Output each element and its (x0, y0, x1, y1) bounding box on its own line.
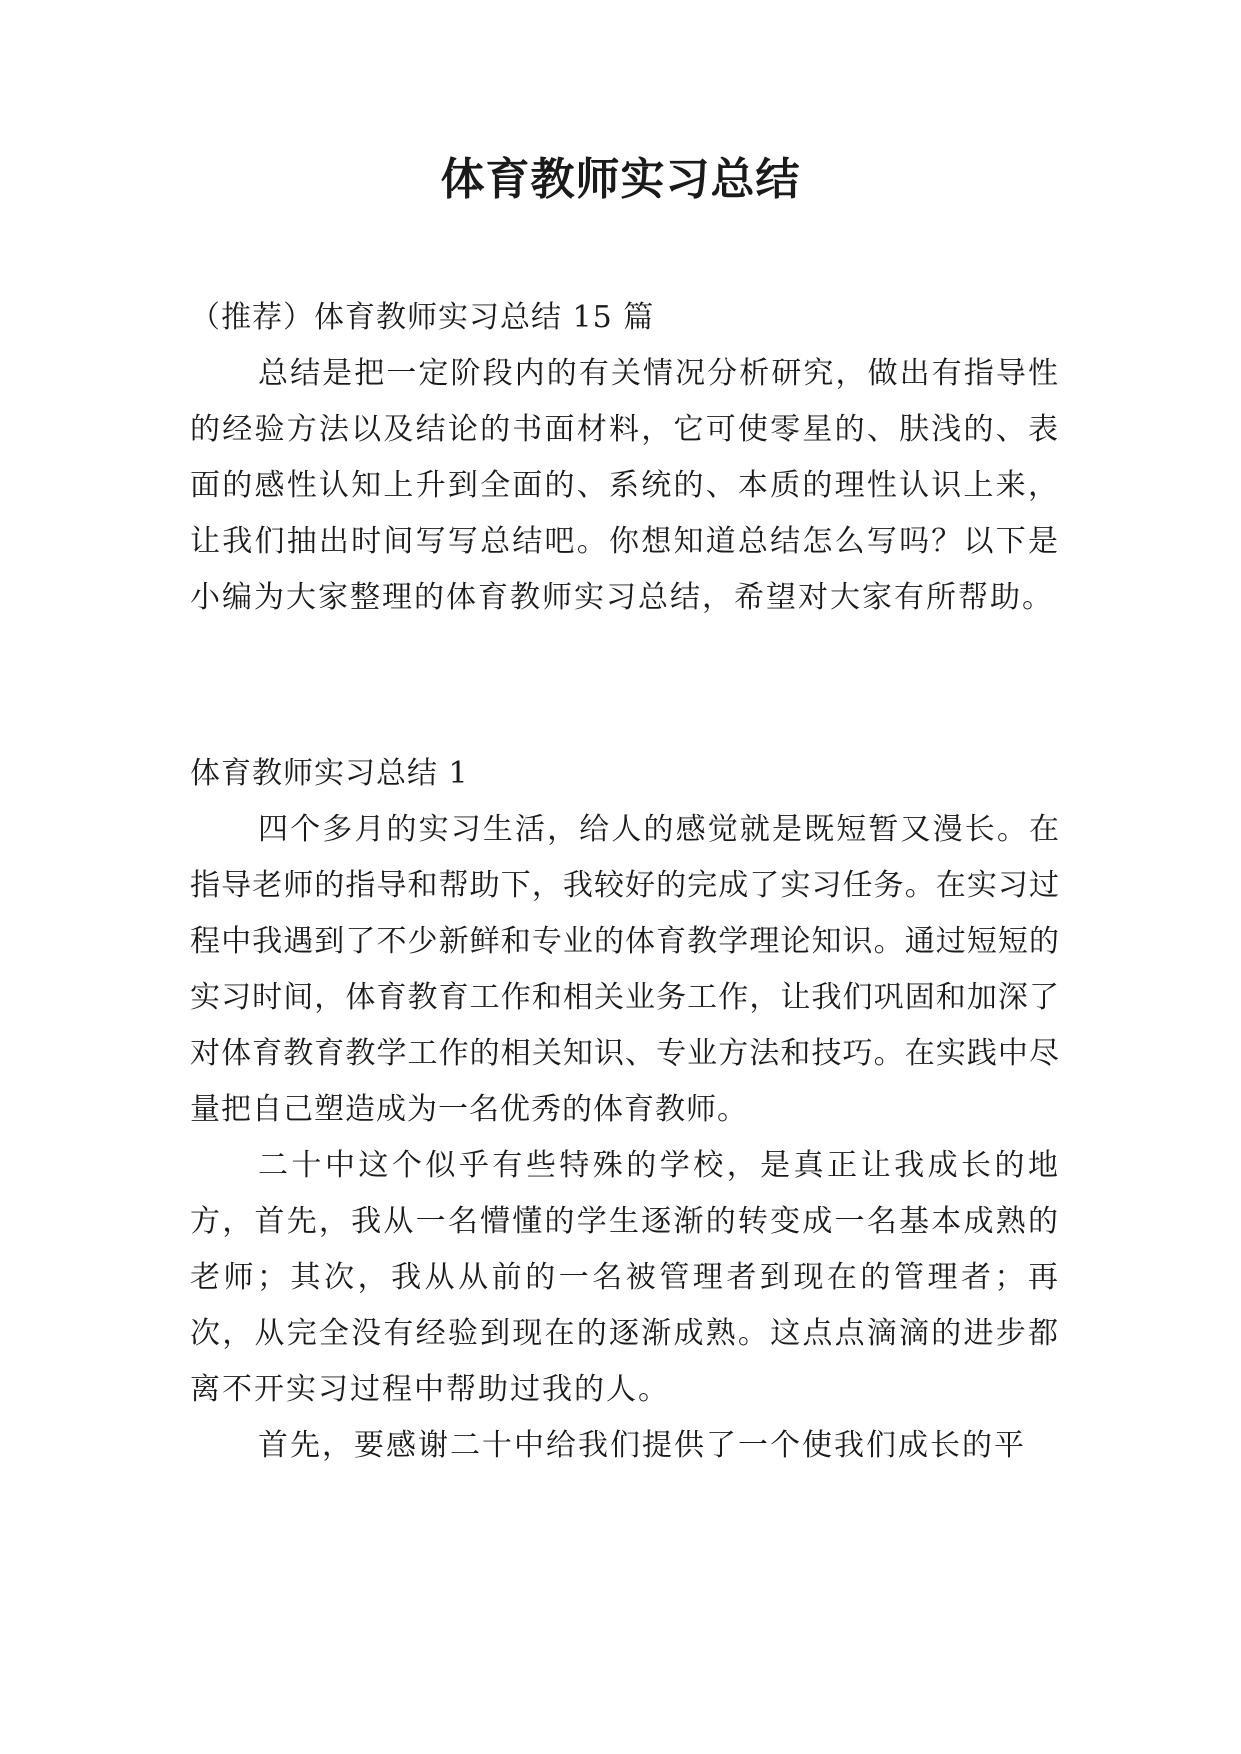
document-subtitle: （推荐）体育教师实习总结 15 篇 (190, 300, 655, 335)
document-body (190, 290, 1060, 1474)
body-paragraph-3: 首先，要感谢二十中给我们提供了一个使我们成长的平 (258, 1428, 1026, 1463)
body-paragraph-2: 二十中这个似乎有些特殊的学校，是真正让我成长的地方，首先，我从一名懵懂的学生逐渐的转变成一名基本成熟的老师；其次，我从从前的一名被管理者到现在的管理者；再次，从完全没有经验到现在的逐渐成熟。这点点滴滴的进步都离不开实习过程中帮助过我的人。 (190, 1148, 1060, 1407)
body-paragraph-1: 四个多月的实习生活，给人的感觉就是既短暂又漫长。在指导老师的指导和帮助下，我较好的完成了实习任务。在实习过程中我遇到了不少新鲜和专业的体育教学理论知识。通过短短的实习时间，体育教育工作和相关业务工作，让我们巩固和加深了对体育教育教学工作的相关知识、专业方法和技巧。在实践中尽量把自己塑造成为一名优秀的体育教师。 (190, 812, 1060, 1127)
intro-paragraph: 总结是把一定阶段内的有关情况分析研究，做出有指导性的经验方法以及结论的书面材料，它可使零星的、肤浅的、表面的感性认知上升到全面的、系统的、本质的理性认识上来，让我们抽出时间写写总结吧。你想知道总结怎么写吗？以下是小编为大家整理的体育教师实习总结，希望对大家有所帮助。 (190, 356, 1060, 615)
section-gap (190, 626, 1060, 746)
section-title: 体育教师实习总结 1 (190, 756, 469, 791)
document-title: 体育教师实习总结 (440, 154, 801, 205)
